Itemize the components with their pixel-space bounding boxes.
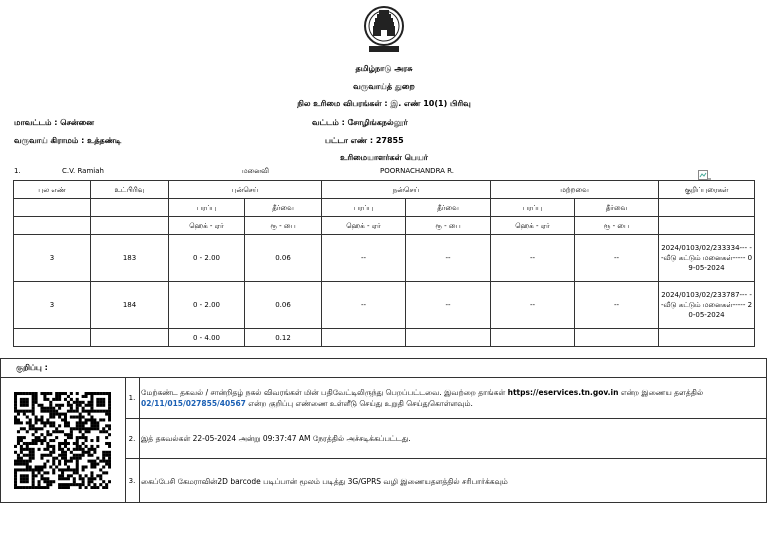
table-row xyxy=(14,282,755,329)
taluk-label: வட்டம் : சோழிங்கநல்லூர் xyxy=(312,118,408,127)
qr-code-icon xyxy=(14,392,111,493)
note-1-text xyxy=(141,377,763,418)
unit-area: ஹெக் - ஏர் xyxy=(491,217,575,235)
header-nanjai: நன்செய் xyxy=(322,181,491,199)
land-table xyxy=(13,180,755,347)
sub-tax: தீர்வை xyxy=(406,199,491,217)
reference-code: 02/11/015/027855/40567 xyxy=(141,398,246,408)
cell-survey: 3 xyxy=(14,235,91,282)
cell-punjai-tax: 0.06 xyxy=(245,282,322,329)
header-remarks: குறிப்புரைகள் xyxy=(659,181,755,199)
note-1-part-c: என்ற குறிப்பு எண்ணை உள்ளீடு செய்து உறுதி செய்துகொள்ளவும். xyxy=(245,398,473,408)
cell-nanjai-tax: -- xyxy=(406,282,491,329)
cell-nanjai-area: -- xyxy=(322,235,406,282)
sub-area: பரப்பு xyxy=(491,199,575,217)
cell-others-area: -- xyxy=(491,235,575,282)
note-row-3 xyxy=(125,459,767,503)
header-government: தமிழ்நாடு அரசு xyxy=(355,64,413,73)
header-subdivision: உட்பிரிவு xyxy=(91,181,169,199)
total-punjai-tax: 0.12 xyxy=(245,329,322,347)
notes-header xyxy=(1,359,766,378)
sub-area: பரப்பு xyxy=(169,199,245,217)
total-punjai-area: 0 - 4.00 xyxy=(169,329,245,347)
unit-tax: ரூ - பை xyxy=(575,217,659,235)
total-row xyxy=(14,329,755,347)
owner-name: C.V. Ramiah xyxy=(62,167,104,175)
cell-punjai-tax: 0.06 xyxy=(245,235,322,282)
notes-section xyxy=(0,358,767,503)
tn-emblem-icon xyxy=(363,2,405,54)
note-index: 1. xyxy=(125,377,140,418)
cell-nanjai-area: -- xyxy=(322,282,406,329)
cell-remarks: 2024/0103/02/233334--- --வீடு கட்டும் மனைகள்----- 09-05-2024 xyxy=(659,235,755,282)
cell-punjai-area: 0 - 2.00 xyxy=(169,235,245,282)
qr-cell xyxy=(1,377,126,503)
village-label: வருவாய் கிராமம் : உத்தண்டி xyxy=(14,136,122,145)
header-department: வருவாய்த் துறை xyxy=(353,82,415,91)
cell-subdivision: 183 xyxy=(91,235,169,282)
owner-relative: POORNACHANDRA R. xyxy=(380,167,455,175)
cell-subdivision: 184 xyxy=(91,282,169,329)
header-survey-no: புல எண் xyxy=(14,181,91,199)
owner-relation: மனைவி xyxy=(242,167,270,175)
cell-others-area: -- xyxy=(491,282,575,329)
header-title: நில உரிமை விபரங்கள் : இ. எண் 10(1) பிரிவு xyxy=(297,99,471,108)
sub-tax: தீர்வை xyxy=(575,199,659,217)
owner-index: 1. xyxy=(14,167,21,175)
patta-label: பட்டா எண் : 27855 xyxy=(325,136,404,145)
table-row xyxy=(14,235,755,282)
cell-survey: 3 xyxy=(14,282,91,329)
unit-tax: ரூ - பை xyxy=(406,217,491,235)
cell-others-tax: -- xyxy=(575,282,659,329)
district-label: மாவட்டம் : சென்னை xyxy=(14,118,94,127)
cell-nanjai-tax: -- xyxy=(406,235,491,282)
unit-tax: ரூ - பை xyxy=(245,217,322,235)
sub-area: பரப்பு xyxy=(322,199,406,217)
note-3-text: கைப்பேசி கேமராவின்2D barcode படிப்பான் மூலம் படித்து 3G/GPRS வழி இணையதளத்தில் சரிபார்க்கவும் xyxy=(141,476,508,486)
broken-image-icon xyxy=(698,166,712,177)
eservices-link[interactable]: https://eservices.tn.gov.in xyxy=(507,387,619,397)
note-1-part-a: மேற்கண்ட தகவல் / சான்றிதழ் நகல் விவரங்கள் மின் பதிவேட்டிலிருந்து பெறப்பட்டவை. இவற்றை தாங்கள் xyxy=(141,387,508,397)
unit-area: ஹெக் - ஏர் xyxy=(169,217,245,235)
note-row-2 xyxy=(125,419,767,459)
note-2-text: இத் தகவல்கள் 22-05-2024 அன்று 09:37:47 AM நேரத்தில் அச்சடிக்கப்பட்டது. xyxy=(141,434,411,443)
owners-title: உரிமையாளர்கள் பெயர் xyxy=(340,153,428,162)
note-index: 2. xyxy=(125,419,140,458)
header-others: மற்றவை xyxy=(491,181,659,199)
header-punjai: புன்செய் xyxy=(169,181,322,199)
notes-title: குறிப்பு : xyxy=(16,363,48,372)
note-1-part-b: என்ற இணைய தளத்தில் xyxy=(618,387,704,397)
sub-tax: தீர்வை xyxy=(245,199,322,217)
note-row-1 xyxy=(125,377,767,419)
note-index: 3. xyxy=(125,459,140,503)
unit-area: ஹெக் - ஏர் xyxy=(322,217,406,235)
cell-others-tax: -- xyxy=(575,235,659,282)
cell-remarks: 2024/0103/02/233787--- --வீடு கட்டும் மனைகள்----- 20-05-2024 xyxy=(659,282,755,329)
cell-punjai-area: 0 - 2.00 xyxy=(169,282,245,329)
